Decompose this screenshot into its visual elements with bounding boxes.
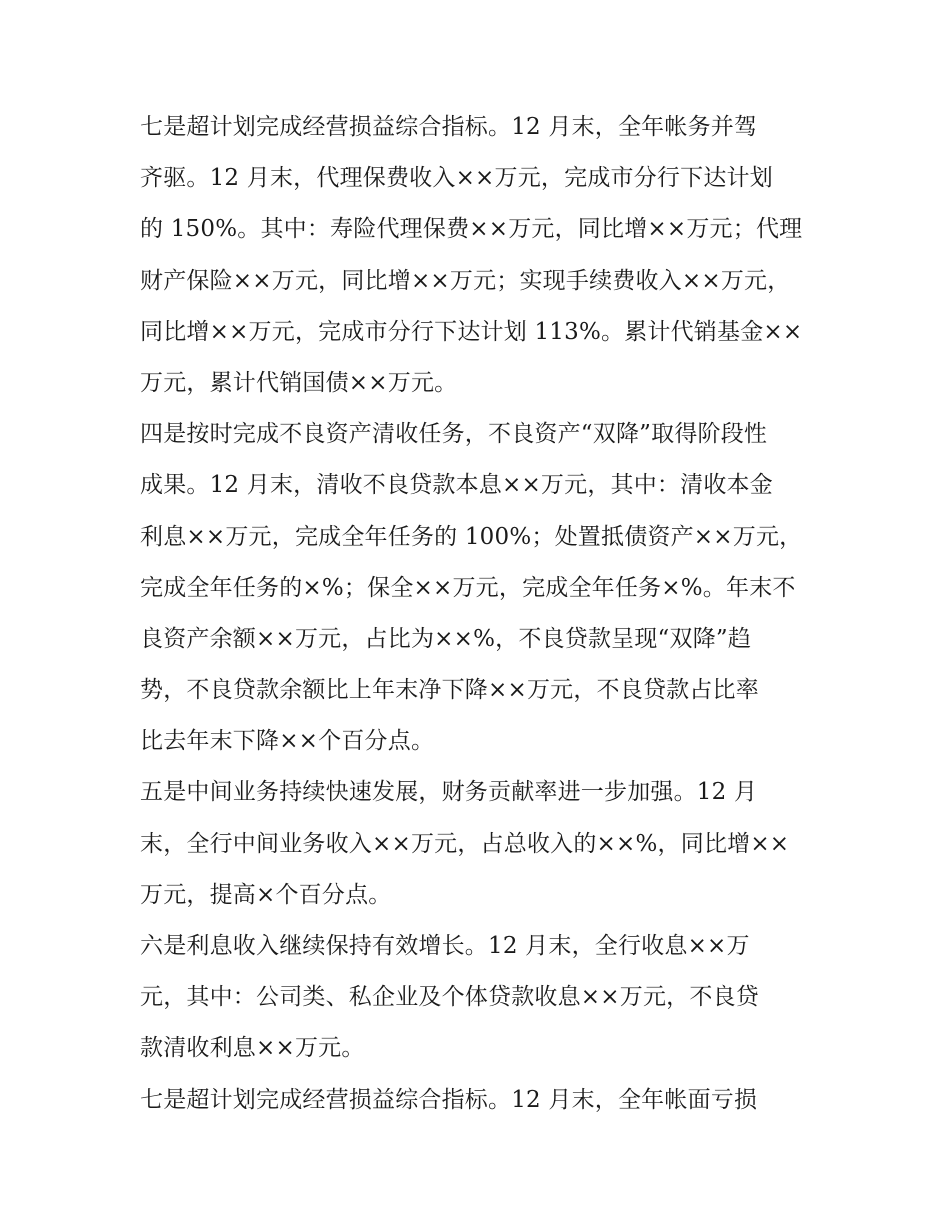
text-line: 势，不良贷款余额比上年末净下降××万元，不良贷款占比率 [140, 677, 759, 704]
text-line: 良资产余额××万元，占比为××%，不良贷款呈现“双降”趋 [140, 625, 752, 652]
text-line: 完成全年任务的×%；保全××万元，完成全年任务×%。年末不 [140, 574, 796, 601]
text-line: 成果。12 月末，清收不良贷款本息××万元，其中：清收本金 [140, 472, 773, 499]
text-line: 万元，提高×个百分点。 [140, 881, 392, 908]
text-line: 末，全行中间业务收入××万元，占总收入的××%，同比增×× [140, 830, 790, 857]
text-line: 财产保险××万元，同比增××万元；实现手续费收入××万元， [140, 267, 791, 294]
text-line: 同比增××万元，完成市分行下达计划 113%。累计代销基金×× [140, 318, 803, 345]
text-line: 利息××万元，完成全年任务的 100%；处置抵债资产××万元， [140, 523, 803, 550]
document-body [140, 102, 820, 1126]
text-line: 款清收利息××万元。 [140, 1035, 365, 1062]
text-line: 六是利息收入继续保持有效增长。12 月末，全行收息××万 [140, 933, 750, 959]
text-line: 的 150%。其中：寿险代理保费××万元，同比增××万元；代理 [140, 216, 803, 243]
text-line: 四是按时完成不良资产清收任务，不良资产“双降”取得阶段性 [140, 421, 768, 448]
text-line: 五是中间业务持续快速发展，财务贡献率进一步加强。12 月 [140, 779, 758, 806]
text-line: 七是超计划完成经营损益综合指标。12 月末，全年帐务并驾 [140, 114, 758, 140]
text-line: 七是超计划完成经营损益综合指标。12 月末，全年帐面亏损 [140, 1086, 758, 1113]
text-line: 万元，累计代销国债××万元。 [140, 369, 458, 396]
text-line: 齐驱。12 月末，代理保费收入××万元，完成市分行下达计划 [140, 165, 773, 192]
text-line: 比去年末下降××个百分点。 [140, 728, 435, 755]
text-line: 元，其中：公司类、私企业及个体贷款收息××万元，不良贷 [140, 984, 759, 1011]
